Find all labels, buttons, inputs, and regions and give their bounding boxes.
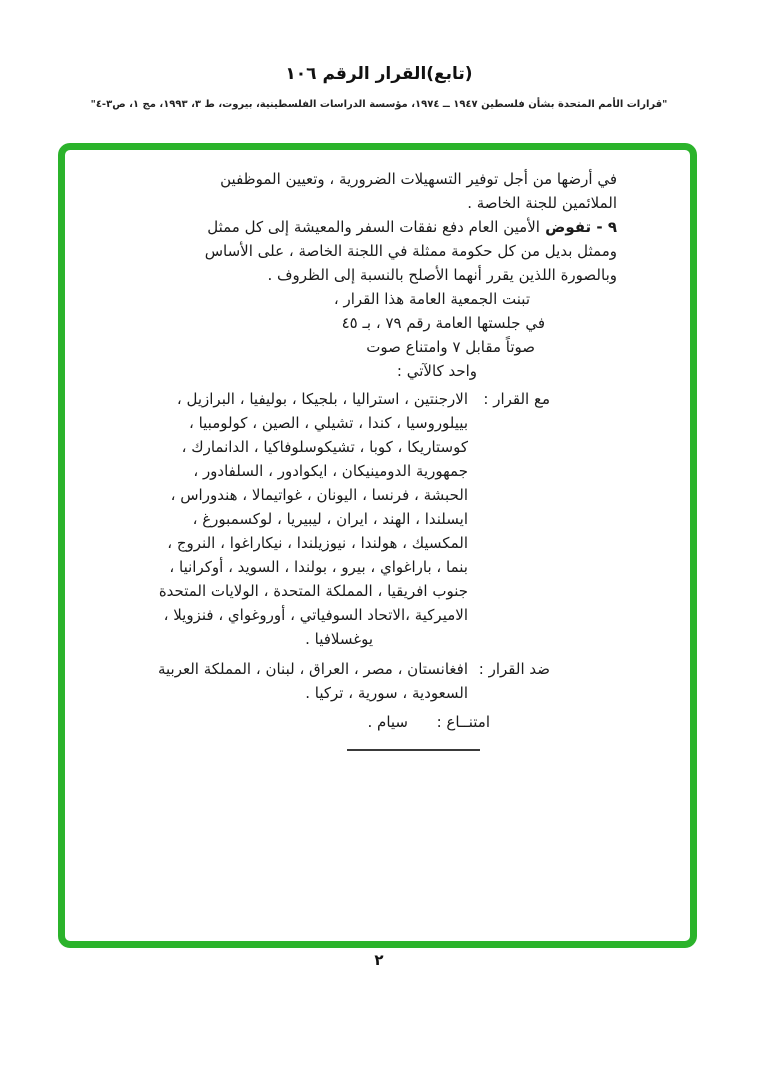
clause-9: [123, 215, 617, 287]
country-line: ايسلندا ، الهند ، ايران ، ليبيريا ، لوكسمبورغ ،: [192, 510, 468, 528]
clause-text: الأمين العام دفع نفقات السفر والمعيشة إلى كل ممثل: [207, 218, 540, 236]
vote-for-row: [123, 387, 550, 651]
clause-number: ٩ - تفوض: [539, 218, 617, 236]
country-line: السعودية ، سورية ، تركيا .: [305, 684, 468, 702]
text-line: وممثل بديل من كل حكومة ممثلة في اللجنة الخاصة ، على الأساس: [204, 242, 617, 260]
page-number: ٢: [374, 951, 384, 969]
document-content: [65, 150, 690, 751]
text-line: واحد كالآتي :: [396, 362, 477, 380]
text-line: صوتاً مقابل ٧ وامتناع صوت: [366, 338, 535, 356]
vote-against-countries: [123, 657, 468, 705]
vote-for-countries: [123, 387, 468, 651]
vote-against-label: ضد القرار :: [478, 660, 550, 678]
text-line: [123, 215, 617, 239]
vote-abstain-label: امتنــاع :: [436, 713, 490, 731]
document-frame: [58, 143, 697, 948]
country-line: جنوب افريقيا ، المملكة المتحدة ، الولايات المتحدة: [158, 582, 468, 600]
source-citation: "قرارات الأمم المتحدة بشأن فلسطين ١٩٤٧ ــ ١٩٧٤، مؤسسة الدراسات الفلسطينية، بيروت، ط ٣، ١٩٩٣، مج ١، ص٣-٤": [90, 99, 668, 110]
country-line: المكسيك ، هولندا ، نيوزيلندا ، نيكاراغوا ، النروج ،: [167, 534, 468, 552]
country-line: سيام .: [367, 713, 408, 731]
text-line: وبالصورة اللذين يقرر أنهما الأصلح بالنسبة إلى الظروف .: [267, 266, 617, 284]
paragraph-continuation: [123, 167, 617, 215]
country-line: الارجنتين ، استراليا ، بلجيكا ، بوليفيا ، البرازيل ،: [176, 390, 468, 408]
vote-against-row: [123, 657, 550, 705]
text-line: في جلستها العامة رقم ٧٩ ، بـ ٤٥: [341, 314, 545, 332]
vote-abstain-row: [123, 710, 490, 734]
country-line: يوغسلافيا .: [305, 630, 373, 648]
page-title: (تابع)القرار الرقم ١٠٦: [285, 64, 473, 84]
adoption-statement: [123, 287, 617, 383]
country-line: كوستاريكا ، كوبا ، تشيكوسلوفاكيا ، الدانمارك ،: [181, 438, 468, 456]
country-line: الحبشة ، فرنسا ، اليونان ، غواتيمالا ، هندوراس ،: [170, 486, 468, 504]
text-line: الملائمين للجنة الخاصة .: [467, 194, 617, 212]
country-line: جمهورية الدومينيكان ، ايكوادور ، السلفادور ،: [193, 462, 468, 480]
vote-for-label: مع القرار :: [483, 390, 550, 408]
text-line: تبنت الجمعية العامة هذا القرار ،: [333, 290, 530, 308]
end-rule: [347, 749, 480, 751]
text-line: في أرضها من أجل توفير التسهيلات الضرورية ، وتعيين الموظفين: [220, 170, 617, 188]
country-line: افغانستان ، مصر ، العراق ، لبنان ، المملكة العربية: [157, 660, 468, 678]
vote-abstain-countries: [123, 710, 408, 734]
country-line: بنما ، باراغواي ، بيرو ، بولندا ، السويد ، أوكرانيا ،: [169, 558, 468, 576]
country-line: بييلوروسيا ، كندا ، تشيلي ، الصين ، كولومبيا ،: [188, 414, 468, 432]
country-line: الاميركية ،الاتحاد السوفياتي ، أوروغواي ، فنزويلا ،: [163, 606, 468, 624]
